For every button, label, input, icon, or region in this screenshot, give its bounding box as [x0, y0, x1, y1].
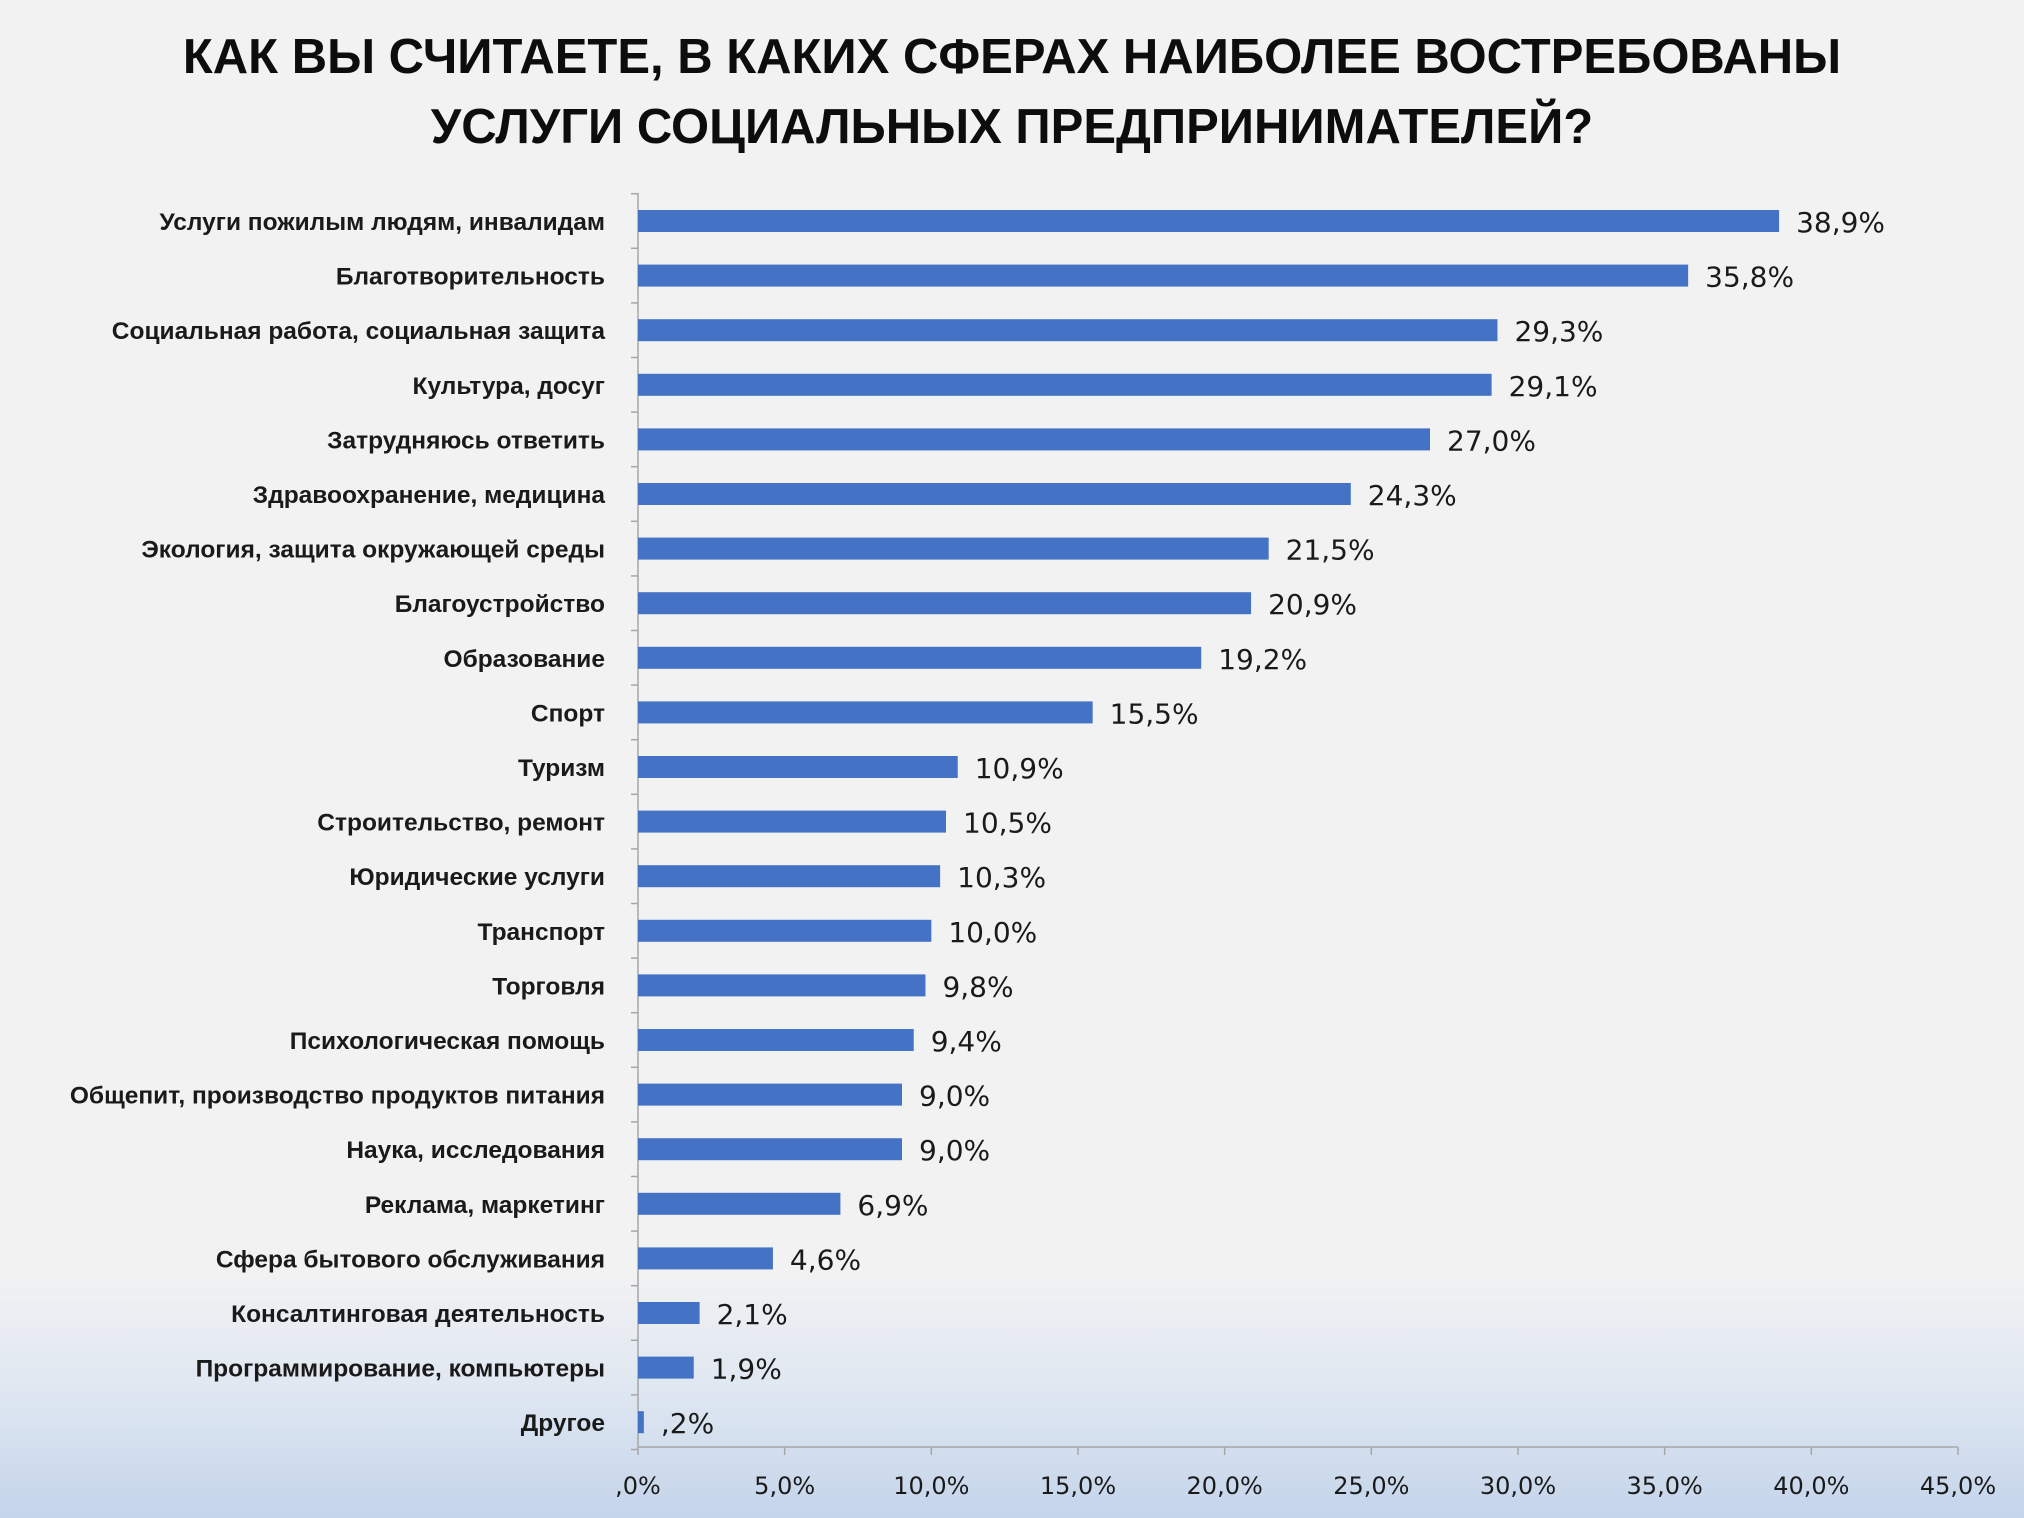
category-label: Торговля: [492, 973, 605, 1001]
category-label: Услуги пожилым людям, инвалидам: [159, 209, 605, 236]
value-label: 10,3%: [957, 861, 1047, 895]
bar: [638, 811, 946, 833]
value-label: 6,9%: [857, 1188, 929, 1222]
value-label: 9,8%: [942, 970, 1014, 1004]
x-tick-label: 30,0%: [1479, 1472, 1557, 1500]
value-label: 29,3%: [1514, 315, 1604, 349]
category-label: Юридические услуги: [349, 864, 605, 892]
x-tick-label: 10,0%: [893, 1472, 970, 1500]
category-label: Спорт: [530, 700, 605, 728]
value-label: 9,4%: [930, 1025, 1002, 1058]
value-label: 38,9%: [1796, 206, 1886, 239]
bar: [638, 538, 1269, 560]
bar: [638, 920, 931, 942]
x-tick-label: 15,0%: [1039, 1472, 1117, 1500]
value-label: 9,0%: [919, 1079, 991, 1113]
bar: [638, 1247, 773, 1269]
bar: [638, 483, 1351, 505]
bar: [638, 1302, 700, 1324]
x-tick-label: 5,0%: [754, 1472, 816, 1500]
bar: [638, 319, 1497, 341]
value-label: ,2%: [660, 1407, 715, 1441]
x-tick-label: 40,0%: [1773, 1472, 1850, 1500]
category-label: Общепит, производство продуктов питания: [69, 1082, 605, 1110]
value-label: 24,3%: [1367, 479, 1457, 512]
category-label: Социальная работа, социальная защита: [111, 318, 605, 346]
x-tick-label: 45,0%: [1919, 1472, 1997, 1500]
value-label: 1,9%: [710, 1352, 782, 1386]
bar: [638, 1193, 840, 1215]
bar: [638, 428, 1430, 450]
x-tick-label: 25,0%: [1333, 1472, 1410, 1500]
category-label: Строительство, ремонт: [317, 809, 605, 837]
bar: [638, 1084, 902, 1106]
bar: [638, 265, 1688, 287]
bar: [638, 1029, 914, 1051]
category-label: Наука, исследования: [346, 1137, 605, 1165]
bar: [638, 756, 958, 778]
value-label: 10,0%: [948, 915, 1038, 949]
category-label: Культура, досуг: [412, 372, 605, 400]
category-label: Экология, защита окружающей среды: [141, 536, 605, 564]
value-label: 19,2%: [1218, 642, 1308, 676]
category-label: Здравоохранение, медицина: [252, 482, 605, 509]
bar: [638, 865, 940, 887]
x-tick-label: 35,0%: [1626, 1472, 1703, 1500]
chart-title-line-1: КАК ВЫ СЧИТАЕТЕ, В КАКИХ СФЕРАХ НАИБОЛЕЕ ВОСТРЕБОВАНЫ: [182, 30, 1842, 84]
bar: [638, 374, 1492, 396]
value-label: 20,9%: [1268, 588, 1358, 622]
value-label: 29,1%: [1508, 369, 1598, 403]
category-label: Программирование, компьютеры: [195, 1355, 605, 1383]
value-label: 2,1%: [716, 1298, 788, 1331]
bar: [638, 1357, 694, 1379]
category-label: Транспорт: [477, 918, 605, 946]
value-label: 10,5%: [963, 806, 1052, 840]
bar: [638, 647, 1201, 669]
category-label: Консалтинговая деятельность: [231, 1301, 605, 1328]
bar: [638, 701, 1093, 723]
category-label: Сфера бытового обслуживания: [215, 1246, 605, 1274]
category-label: Образование: [443, 645, 605, 673]
bar: [638, 592, 1251, 614]
category-label: Другое: [520, 1410, 605, 1438]
category-label: Психологическая помощь: [289, 1028, 605, 1055]
bar: [638, 210, 1779, 232]
category-label: Туризм: [517, 755, 605, 782]
chart-title-line-2: УСЛУГИ СОЦИАЛЬНЫХ ПРЕДПРИНИМАТЕЛЕЙ?: [430, 100, 1594, 154]
category-label: Благоустройство: [394, 591, 605, 619]
category-label: Реклама, маркетинг: [364, 1191, 605, 1219]
category-label: Затрудняюсь ответить: [327, 427, 605, 455]
value-label: 15,5%: [1109, 697, 1199, 731]
value-label: 4,6%: [789, 1243, 862, 1277]
value-label: 9,0%: [919, 1134, 991, 1168]
bar: [638, 1138, 902, 1160]
category-label: Благотворительность: [335, 263, 605, 291]
bar: [638, 974, 925, 996]
x-tick-label: 20,0%: [1186, 1472, 1263, 1500]
value-label: 21,5%: [1285, 533, 1375, 567]
value-label: 35,8%: [1705, 260, 1795, 294]
value-label: 27,0%: [1447, 424, 1536, 458]
value-label: 10,9%: [974, 752, 1064, 785]
x-tick-label: ,0%: [615, 1472, 661, 1500]
bar: [638, 1411, 644, 1433]
